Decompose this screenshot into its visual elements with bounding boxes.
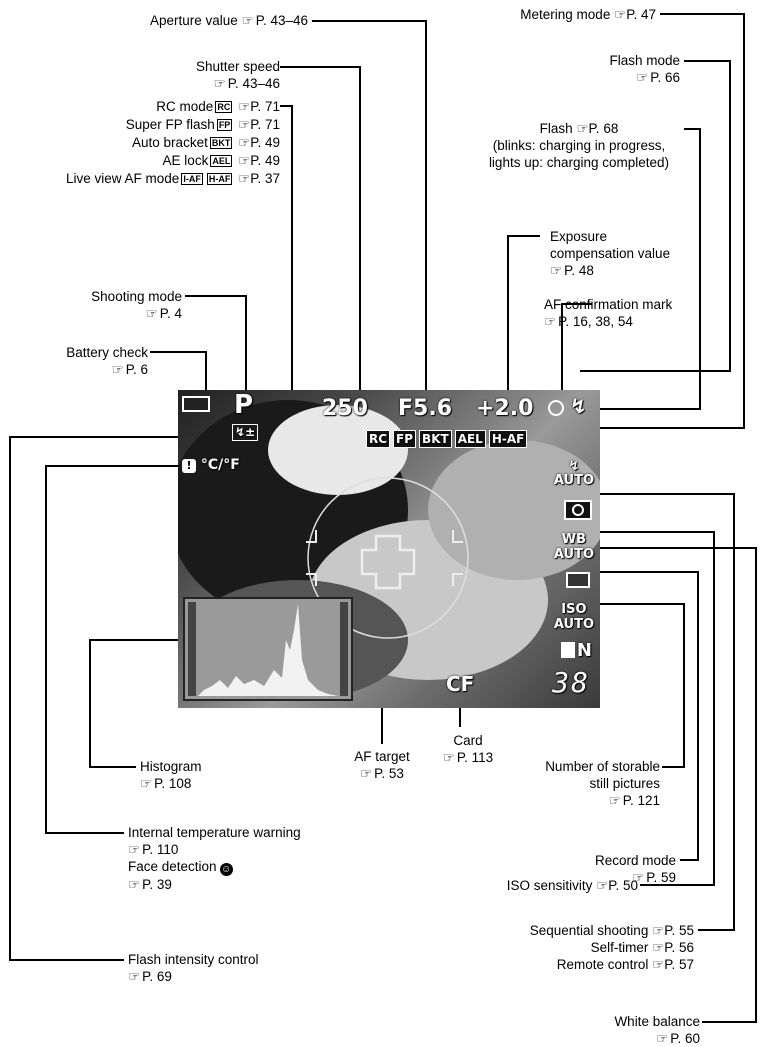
reference-icon: ☞ bbox=[213, 76, 225, 91]
temperature-warning bbox=[182, 456, 240, 474]
iso-indicator bbox=[554, 602, 594, 632]
shooting-mode-indicator: P bbox=[234, 390, 254, 420]
haf-tag: H-AF bbox=[489, 430, 528, 448]
line-aperture bbox=[312, 21, 426, 398]
temperature-unit: °C/°F bbox=[200, 457, 240, 473]
reference-icon: ☞ bbox=[614, 7, 627, 22]
reference-icon: ☞ bbox=[360, 766, 372, 781]
ael-tag: AEL bbox=[455, 430, 486, 448]
battery-icon bbox=[182, 396, 210, 412]
af-confirmation-mark-icon bbox=[548, 400, 564, 416]
storable-label: Number of storable still pictures ☞ P. 121 bbox=[545, 759, 660, 808]
large-size-icon bbox=[561, 642, 575, 658]
reference-icon: ☞ bbox=[652, 923, 665, 938]
drive-mode-icon bbox=[566, 572, 590, 588]
histogram-label: Histogram ☞ P. 108 bbox=[140, 759, 202, 791]
flash-intensity-bolt-icon: ↯ bbox=[235, 425, 246, 439]
shutter-speed-indicator: 250 bbox=[322, 396, 368, 421]
line-shooting bbox=[185, 296, 246, 398]
flash-mode-value: AUTO bbox=[553, 473, 594, 488]
reference-icon: ☞ bbox=[241, 13, 253, 28]
reference-icon: ☞ bbox=[145, 306, 157, 321]
reference-icon: ☞ bbox=[596, 878, 609, 893]
af-confirm-label: AF confirmation mark ☞ P. 16, 38, 54 bbox=[544, 297, 673, 329]
reference-icon: ☞ bbox=[544, 314, 556, 329]
reference-icon: ☞ bbox=[128, 842, 140, 857]
histogram-graph bbox=[184, 598, 352, 700]
line-exposure bbox=[508, 236, 540, 398]
auto-bracket-label: Auto bracket BKT ☞P. 49 bbox=[132, 135, 280, 150]
flash-label: Flash ☞P. 68 (blinks: charging in progress, lights up: charging completed) bbox=[488, 121, 670, 170]
reference-icon: ☞ bbox=[550, 263, 562, 278]
reference-icon: ☞ bbox=[238, 153, 251, 168]
shooting-mode-label: Shooting mode ☞ P. 4 bbox=[91, 289, 182, 321]
reference-icon: ☞ bbox=[238, 99, 251, 114]
reference-icon: ☞ bbox=[442, 750, 454, 765]
reference-icon: ☞ bbox=[238, 135, 251, 150]
reference-icon: ☞ bbox=[652, 957, 665, 972]
face-detection-icon: ☺ bbox=[220, 864, 232, 875]
flash-intensity-icon bbox=[232, 424, 258, 441]
storable-count: 38 bbox=[552, 666, 590, 699]
super-fp-label: Super FP flash FP ☞P. 71 bbox=[125, 117, 280, 132]
ae-lock-label: AE lock AEL ☞P. 49 bbox=[162, 153, 280, 168]
white-balance-indicator bbox=[554, 532, 594, 562]
haf-badge: H-AF bbox=[208, 174, 231, 184]
reference-icon: ☞ bbox=[636, 70, 648, 85]
reference-icon: ☞ bbox=[140, 776, 152, 791]
white-balance-label: White balance ☞ P. 60 bbox=[614, 1014, 700, 1046]
wb-value: AUTO bbox=[553, 547, 594, 562]
fp-badge: FP bbox=[218, 120, 231, 130]
exposure-indicator: +2.0 bbox=[476, 396, 534, 421]
bkt-tag: BKT bbox=[419, 430, 452, 448]
record-mode-indicator bbox=[561, 640, 592, 662]
iso-label: ISO bbox=[561, 602, 587, 617]
reference-icon: ☞ bbox=[238, 171, 251, 186]
reference-icon: ☞ bbox=[632, 870, 644, 885]
flash-intensity-value: ± bbox=[245, 425, 256, 439]
card-label: Card ☞ P. 113 bbox=[442, 733, 494, 765]
metering-mode-icon bbox=[564, 500, 592, 520]
iaf-badge: I-AF bbox=[183, 174, 201, 184]
wb-label: WB bbox=[561, 532, 587, 547]
aperture-label: Aperture value ☞ P. 43–46 bbox=[150, 13, 308, 28]
line-iso bbox=[590, 532, 714, 885]
rc-tag: RC bbox=[366, 430, 390, 448]
reference-icon: ☞ bbox=[608, 793, 620, 808]
shutter-label: Shutter speed ☞ P. 43–46 bbox=[195, 59, 280, 91]
reference-icon: ☞ bbox=[576, 121, 589, 136]
mode-tags bbox=[366, 430, 530, 448]
reference-icon: ☞ bbox=[128, 877, 140, 892]
battery-label: Battery check ☞ P. 6 bbox=[66, 345, 148, 377]
card-indicator: CF bbox=[446, 672, 475, 696]
line-record bbox=[590, 572, 698, 860]
flash-mode-label: Flash mode ☞ P. 66 bbox=[609, 53, 680, 85]
rc-badge: RC bbox=[217, 102, 231, 112]
thermometer-warning-icon: ! bbox=[182, 459, 196, 473]
flash-intensity-label: Flash intensity control ☞ P. 69 bbox=[128, 952, 259, 984]
exposure-label: Exposure compensation value ☞ P. 48 bbox=[550, 229, 671, 278]
rc-mode-label: RC mode RC ☞P. 71 bbox=[156, 99, 280, 114]
fp-tag: FP bbox=[393, 430, 416, 448]
ael-badge: AEL bbox=[212, 156, 231, 166]
reference-icon: ☞ bbox=[652, 940, 665, 955]
af-target-label: AF target ☞ P. 53 bbox=[354, 749, 410, 781]
live-view-af-label: Live view AF mode I-AF H-AF ☞P. 37 bbox=[66, 171, 280, 186]
bkt-badge: BKT bbox=[211, 138, 231, 148]
internal-temp-label: Internal temperature warning ☞ P. 110 Face detection ☺ ☞ P. 39 bbox=[128, 825, 301, 892]
aperture-indicator: F5.6 bbox=[398, 396, 453, 421]
reference-icon: ☞ bbox=[128, 969, 140, 984]
sequential-label: Sequential shooting ☞P. 55 Self-timer ☞P. 56 Remote control ☞P. 57 bbox=[529, 923, 694, 972]
flash-mode-indicator bbox=[554, 460, 594, 488]
flash-bolt-icon: ↯ bbox=[568, 459, 580, 474]
iso-value: AUTO bbox=[553, 617, 594, 632]
record-mode-label: Record mode ☞ P. 59 bbox=[594, 853, 676, 885]
line-storable bbox=[590, 604, 684, 767]
lcd-screen bbox=[178, 390, 600, 708]
iso-label: ISO sensitivity ☞P. 50 bbox=[506, 878, 638, 893]
reference-icon: ☞ bbox=[656, 1031, 668, 1046]
record-quality: N bbox=[576, 640, 592, 661]
reference-icon: ☞ bbox=[111, 362, 123, 377]
flash-charge-icon: ↯ bbox=[570, 394, 587, 418]
metering-label: Metering mode ☞P. 47 bbox=[520, 7, 656, 22]
reference-icon: ☞ bbox=[238, 117, 251, 132]
